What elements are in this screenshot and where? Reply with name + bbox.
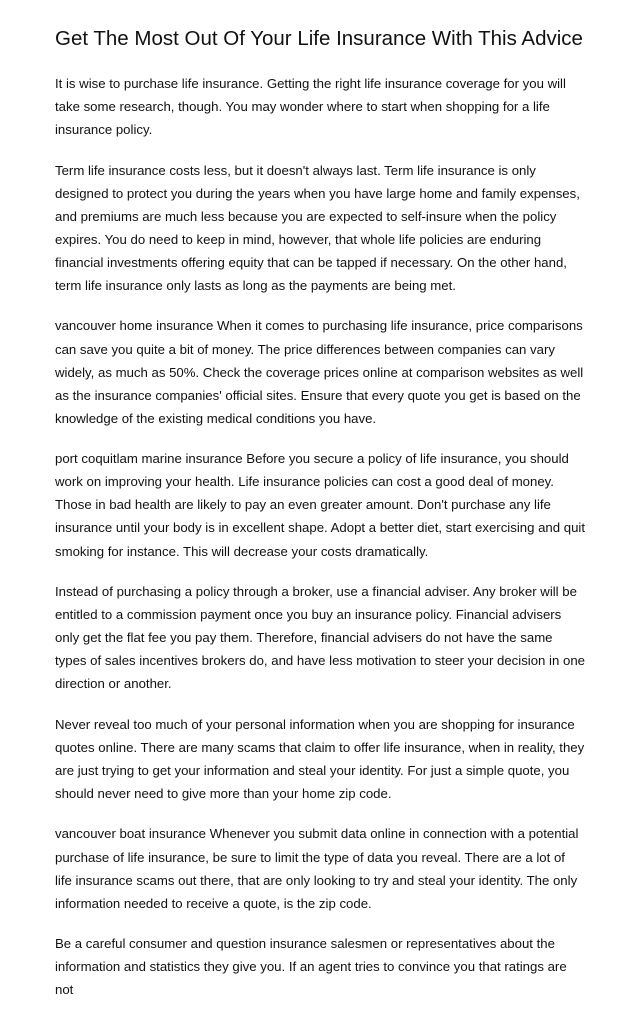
- document-title: Get The Most Out Of Your Life Insurance With This Advice: [55, 27, 583, 50]
- paragraph-8: Be a careful consumer and question insurance salesmen or representatives about the information and statistics they give you. If an agent tries to convince you that ratings are not: [55, 936, 567, 998]
- paragraph-6: Never reveal too much of your personal information when you are shopping for insurance quotes online. There are many scams that claim to offer life insurance, when in reality, they are just trying to get your information and steal your identity. For just a simple quote, you should never need to give more than your home zip code.: [55, 716, 585, 802]
- paragraph-2: Term life insurance costs less, but it doesn't always last. Term life insurance is only designed to protect you during the years when you have large home and family expenses, and premiums are much less because you are expected to self-insure when the policy expires. You do need to keep in mind, however, that whole life policies are enduring financial investments offering equity that can be tapped if necessary. On the other hand, term life insurance only lasts as long as the payments are being met.: [55, 162, 580, 294]
- paragraph-3: vancouver home insurance When it comes to purchasing life insurance, price comparisons can save you quite a bit of money. The price differences between companies can vary widely, as much as 50%. Check the coverage prices online at comparison websites as well as the insurance companies' official sites. Ensure that every quote you get is based on the knowledge of the existing medical conditions you have.: [55, 318, 584, 426]
- paragraph-4: port coquitlam marine insurance Before you secure a policy of life insurance, you should work on improving your health. Life insurance policies can cost a good deal of money. Those in bad health are likely to pay an even greater amount. Don't purchase any life insurance until your body is in excellent shape. Adopt a better diet, start exercising and quit smoking for instance. This will decrease your costs dramatically.: [55, 451, 586, 559]
- paragraph-1: It is wise to purchase life insurance. Getting the right life insurance coverage for you will take some research, though. You may wonder where to start when shopping for a life insurance policy.: [55, 76, 566, 138]
- paragraph-7: vancouver boat insurance Whenever you submit data online in connection with a potential purchase of life insurance, be sure to limit the type of data you reveal. There are a lot of life insurance scams out there, that are only looking to try and steal your identity. The only information needed to receive a quote, is the zip code.: [55, 826, 579, 911]
- paragraph-5: Instead of purchasing a policy through a broker, use a financial adviser. Any broker will be entitled to a commission payment once you buy an insurance policy. Financial advisers only get the flat fee you pay them. Therefore, financial advisers do not have the same types of sales incentives brokers do, and have less motivation to steer your decision in one direction or another.: [55, 583, 585, 692]
- document-page: [55, 26, 585, 1019]
